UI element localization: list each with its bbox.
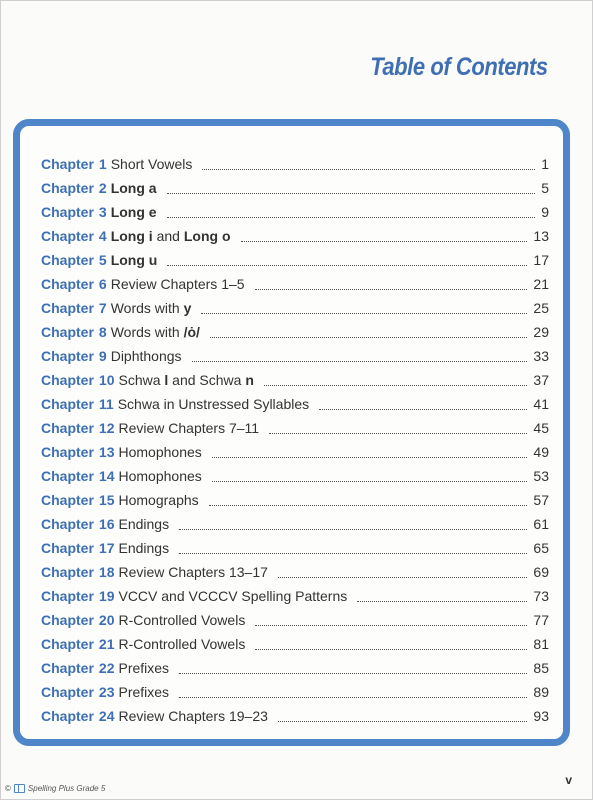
chapter-label: Chapter: [41, 228, 94, 244]
chapter-title-part: Long o: [183, 228, 231, 244]
chapter-title-part: Review Chapters 7–11: [118, 420, 260, 436]
toc-box: [13, 119, 570, 746]
chapter-title: [111, 296, 192, 320]
page-number: 61: [533, 516, 549, 532]
page-number: 45: [533, 420, 549, 436]
chapter-number: 2: [98, 180, 107, 196]
chapter-title: [118, 584, 347, 608]
page-number: 65: [533, 540, 549, 556]
toc-row[interactable]: [41, 536, 549, 560]
chapter-label: Chapter: [41, 468, 94, 484]
toc-row[interactable]: [41, 200, 549, 224]
page-number: 1: [541, 156, 549, 172]
dot-leader: [212, 456, 528, 458]
dot-leader: [278, 720, 528, 722]
chapter-label: Chapter: [41, 156, 94, 172]
page-number: 17: [533, 252, 549, 268]
chapter-number: 21: [98, 636, 115, 652]
chapter-number: 22: [98, 660, 115, 676]
chapter-number: 4: [98, 228, 107, 244]
chapter-title: [118, 632, 245, 656]
dot-leader: [202, 168, 535, 170]
chapter-number: 17: [98, 540, 115, 556]
page-number: 53: [533, 468, 549, 484]
chapter-title: [111, 320, 200, 344]
chapter-title-part: Long u: [110, 252, 158, 268]
chapter-title: [111, 248, 158, 272]
chapter-title-part: Schwa: [118, 372, 165, 388]
chapter-number: 6: [98, 276, 107, 292]
toc-row[interactable]: [41, 440, 549, 464]
chapter-title: [118, 368, 253, 392]
chapter-title-part: Endings: [118, 540, 170, 556]
toc-row[interactable]: [41, 272, 549, 296]
chapter-label: Chapter: [41, 444, 94, 460]
toc-row[interactable]: [41, 392, 549, 416]
chapter-title-part: Homophones: [118, 468, 202, 484]
chapter-title-part: n: [245, 372, 254, 388]
chapter-number: 18: [98, 564, 115, 580]
dot-leader: [255, 288, 528, 290]
chapter-number: 24: [98, 708, 115, 724]
dot-leader: [179, 672, 527, 674]
chapter-title-part: Review Chapters 1–5: [110, 276, 245, 292]
chapter-label: Chapter: [41, 420, 94, 436]
chapter-number: 14: [98, 468, 115, 484]
page-number: 89: [533, 684, 549, 700]
chapter-title-part: Diphthongs: [110, 348, 182, 364]
dot-leader: [210, 336, 528, 338]
toc-row[interactable]: [41, 464, 549, 488]
chapter-label: Chapter: [41, 252, 94, 268]
chapter-title: [118, 656, 169, 680]
dot-leader: [278, 576, 528, 578]
page-number: 41: [533, 396, 549, 412]
page-number: 93: [533, 708, 549, 724]
chapter-number: 11: [98, 396, 114, 412]
page-number: 69: [533, 564, 549, 580]
chapter-title-part: Prefixes: [118, 684, 170, 700]
toc-row[interactable]: [41, 656, 549, 680]
toc-row[interactable]: [41, 488, 549, 512]
page-title: Table of Contents: [370, 53, 548, 81]
chapter-title: [111, 272, 245, 296]
dot-leader: [357, 600, 527, 602]
chapter-title: [118, 464, 201, 488]
dot-leader: [167, 216, 535, 218]
toc-row[interactable]: [41, 632, 549, 656]
chapter-title-part: Homophones: [118, 444, 202, 460]
dot-leader: [212, 480, 528, 482]
footer-credit: [5, 784, 105, 793]
chapter-title: [118, 608, 245, 632]
toc-row[interactable]: [41, 608, 549, 632]
chapter-label: Chapter: [41, 708, 94, 724]
chapter-number: 13: [98, 444, 115, 460]
book-icon: [14, 784, 25, 793]
chapter-title-part: Long e: [110, 204, 157, 220]
page-number: 81: [533, 636, 549, 652]
chapter-title-part: Homographs: [118, 492, 199, 508]
dot-leader: [179, 528, 527, 530]
page-number: 5: [541, 180, 549, 196]
chapter-title: [118, 536, 169, 560]
dot-leader: [255, 624, 527, 626]
chapter-title: [118, 680, 169, 704]
chapter-number: 16: [98, 516, 115, 532]
chapter-number: 10: [98, 372, 115, 388]
chapter-label: Chapter: [41, 492, 94, 508]
chapter-label: Chapter: [41, 588, 94, 604]
chapter-number: 5: [98, 252, 107, 268]
chapter-title: [118, 488, 198, 512]
page-number: 33: [533, 348, 549, 364]
toc-row[interactable]: [41, 320, 549, 344]
chapter-title: [111, 152, 193, 176]
dot-leader: [201, 312, 527, 314]
chapter-label: Chapter: [41, 636, 94, 652]
dot-leader: [319, 408, 527, 410]
chapter-title-part: Long i: [110, 228, 153, 244]
chapter-title-part: R-Controlled Vowels: [118, 636, 246, 652]
chapter-label: Chapter: [41, 372, 94, 388]
chapter-title-part: R-Controlled Vowels: [118, 612, 246, 628]
chapter-number: 9: [98, 348, 107, 364]
chapter-label: Chapter: [41, 300, 94, 316]
chapter-title-part: and: [152, 228, 184, 244]
chapter-title-part: Review Chapters 13–17: [118, 564, 268, 580]
chapter-title-part: and Schwa: [168, 372, 246, 388]
toc-row[interactable]: [41, 176, 549, 200]
chapter-title: [111, 344, 182, 368]
chapter-title: [118, 512, 169, 536]
page-number: 77: [533, 612, 549, 628]
copyright-symbol: ©: [5, 784, 11, 793]
dot-leader: [269, 432, 527, 434]
chapter-label: Chapter: [41, 324, 94, 340]
chapter-title: [111, 200, 157, 224]
page-numeral: v: [565, 773, 572, 787]
toc-row[interactable]: [41, 416, 549, 440]
dot-leader: [167, 264, 527, 266]
dot-leader: [192, 360, 528, 362]
dot-leader: [255, 648, 527, 650]
page-number: 13: [533, 228, 549, 244]
chapter-title-part: VCCV and VCCCV Spelling Patterns: [118, 588, 348, 604]
toc-list: [41, 152, 549, 728]
chapter-title-part: l: [164, 372, 169, 388]
chapter-title: [118, 560, 267, 584]
toc-row[interactable]: [41, 152, 549, 176]
page-number: 29: [533, 324, 549, 340]
chapter-label: Chapter: [41, 684, 94, 700]
chapter-title-part: Review Chapters 19–23: [118, 708, 268, 724]
chapter-title-part: Short Vowels: [110, 156, 193, 172]
chapter-label: Chapter: [41, 516, 94, 532]
chapter-title-part: Prefixes: [118, 660, 170, 676]
dot-leader: [179, 552, 527, 554]
chapter-title: [111, 176, 157, 200]
chapter-label: Chapter: [41, 204, 94, 220]
toc-row[interactable]: [41, 512, 549, 536]
chapter-title-part: Words with: [110, 300, 184, 316]
dot-leader: [264, 384, 528, 386]
dot-leader: [241, 240, 528, 242]
page-number: 85: [533, 660, 549, 676]
chapter-label: Chapter: [41, 564, 94, 580]
page-number: 37: [533, 372, 549, 388]
chapter-number: 12: [98, 420, 115, 436]
chapter-title-part: Schwa in Unstressed Syllables: [117, 396, 310, 412]
chapter-number: 15: [98, 492, 115, 508]
chapter-title-part: Words with: [110, 324, 184, 340]
toc-row[interactable]: [41, 704, 549, 728]
toc-row[interactable]: [41, 584, 549, 608]
page-number: 25: [533, 300, 549, 316]
chapter-number: 3: [98, 204, 107, 220]
chapter-label: Chapter: [41, 396, 94, 412]
page-number: 73: [533, 588, 549, 604]
page-number: 57: [533, 492, 549, 508]
book-title: Spelling Plus Grade 5: [27, 784, 106, 793]
chapter-title-part: Long a: [110, 180, 157, 196]
chapter-label: Chapter: [41, 276, 94, 292]
chapter-number: 8: [98, 324, 107, 340]
dot-leader: [179, 696, 527, 698]
chapter-title: [118, 416, 259, 440]
chapter-title: [118, 704, 267, 728]
chapter-label: Chapter: [41, 612, 94, 628]
chapter-title-part: Endings: [118, 516, 170, 532]
toc-row[interactable]: [41, 368, 549, 392]
chapter-title: [118, 392, 309, 416]
chapter-number: 23: [98, 684, 115, 700]
chapter-title: [118, 440, 201, 464]
toc-row[interactable]: [41, 296, 549, 320]
chapter-number: 20: [98, 612, 115, 628]
chapter-title: [111, 224, 231, 248]
chapter-number: 1: [98, 156, 107, 172]
chapter-number: 7: [98, 300, 107, 316]
page-number: 21: [533, 276, 549, 292]
chapter-label: Chapter: [41, 180, 94, 196]
page-number: 49: [533, 444, 549, 460]
page-number: 9: [541, 204, 549, 220]
chapter-label: Chapter: [41, 348, 94, 364]
dot-leader: [167, 192, 535, 194]
chapter-title-part: y: [183, 300, 192, 316]
toc-row[interactable]: [41, 680, 549, 704]
toc-row[interactable]: [41, 560, 549, 584]
chapter-label: Chapter: [41, 660, 94, 676]
toc-row[interactable]: [41, 248, 549, 272]
chapter-title-part: /ȯ/: [183, 324, 200, 340]
toc-row[interactable]: [41, 344, 549, 368]
dot-leader: [209, 504, 528, 506]
toc-row[interactable]: [41, 224, 549, 248]
chapter-number: 19: [98, 588, 115, 604]
chapter-label: Chapter: [41, 540, 94, 556]
